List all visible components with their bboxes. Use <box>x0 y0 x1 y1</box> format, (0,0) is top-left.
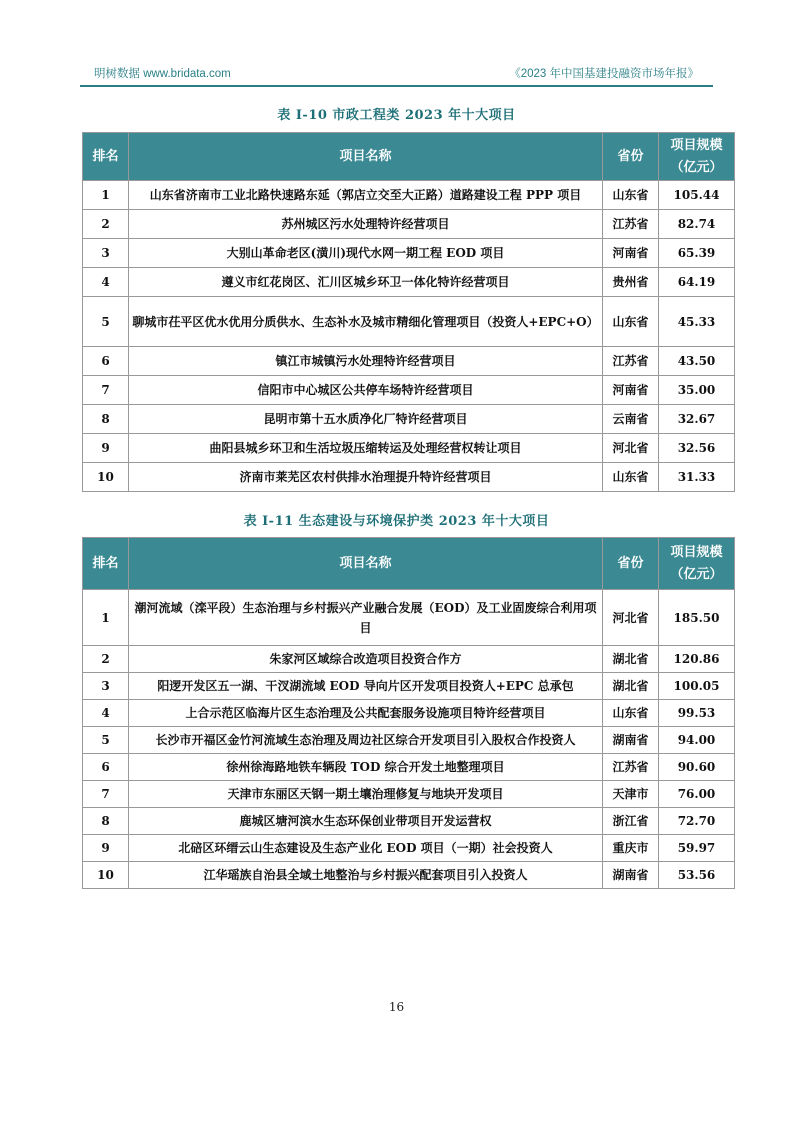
province-cell: 云南省 <box>603 405 659 434</box>
header-scale: 项目规模 （亿元） <box>659 538 735 590</box>
province-cell: 重庆市 <box>603 835 659 862</box>
table-row <box>83 210 735 239</box>
table-row <box>83 754 735 781</box>
project-name-cell: 阳逻开发区五一湖、干汊湖流域 EOD 导向片区开发项目投资人+EPC 总承包 <box>129 673 603 700</box>
table-row <box>83 297 735 347</box>
project-name-cell: 徐州徐海路地铁车辆段 TOD 综合开发土地整理项目 <box>129 754 603 781</box>
province-cell: 山东省 <box>603 463 659 492</box>
rank-cell: 6 <box>83 347 129 376</box>
project-name-cell: 山东省济南市工业北路快速路东延（郭店立交至大正路）道路建设工程 PPP 项目 <box>129 181 603 210</box>
province-cell: 山东省 <box>603 297 659 347</box>
header-project-name: 项目名称 <box>129 133 603 181</box>
province-cell: 河北省 <box>603 434 659 463</box>
province-cell: 湖北省 <box>603 646 659 673</box>
scale-cell: 76.00 <box>659 781 735 808</box>
header-rank: 排名 <box>83 538 129 590</box>
rank-cell: 9 <box>83 434 129 463</box>
province-cell: 湖南省 <box>603 862 659 889</box>
rank-cell: 2 <box>83 210 129 239</box>
header-project-name: 项目名称 <box>129 538 603 590</box>
header-rank: 排名 <box>83 133 129 181</box>
scale-cell: 72.70 <box>659 808 735 835</box>
scale-cell: 43.50 <box>659 347 735 376</box>
table1-caption: 表 I-10 市政工程类 2023 年十大项目 <box>277 108 516 123</box>
project-name-cell: 北碚区环缙云山生态建设及生态产业化 EOD 项目（一期）社会投资人 <box>129 835 603 862</box>
table-row <box>83 347 735 376</box>
table-row <box>83 808 735 835</box>
rank-cell: 3 <box>83 673 129 700</box>
scale-cell: 65.39 <box>659 239 735 268</box>
table-row <box>83 463 735 492</box>
scale-cell: 90.60 <box>659 754 735 781</box>
province-cell: 山东省 <box>603 181 659 210</box>
rank-cell: 7 <box>83 781 129 808</box>
project-name-cell: 江华瑶族自治县全域土地整治与乡村振兴配套项目引入投资人 <box>129 862 603 889</box>
province-cell: 河南省 <box>603 239 659 268</box>
province-cell: 湖北省 <box>603 673 659 700</box>
project-name-cell: 信阳市中心城区公共停车场特许经营项目 <box>129 376 603 405</box>
province-cell: 河北省 <box>603 590 659 646</box>
rank-cell: 7 <box>83 376 129 405</box>
project-name-cell: 济南市莱芜区农村供排水治理提升特许经营项目 <box>129 463 603 492</box>
project-name-cell: 朱家河区域综合改造项目投资合作方 <box>129 646 603 673</box>
table-row <box>83 862 735 889</box>
header-province: 省份 <box>603 133 659 181</box>
province-cell: 浙江省 <box>603 808 659 835</box>
table-row <box>83 405 735 434</box>
scale-cell: 105.44 <box>659 181 735 210</box>
scale-cell: 59.97 <box>659 835 735 862</box>
scale-cell: 32.67 <box>659 405 735 434</box>
scale-cell: 45.33 <box>659 297 735 347</box>
scale-cell: 64.19 <box>659 268 735 297</box>
table-row <box>83 239 735 268</box>
page-header <box>80 63 713 87</box>
scale-cell: 82.74 <box>659 210 735 239</box>
rank-cell: 1 <box>83 181 129 210</box>
table-row <box>83 590 735 646</box>
scale-cell: 94.00 <box>659 727 735 754</box>
project-name-cell: 潮河流域（滦平段）生态治理与乡村振兴产业融合发展（EOD）及工业固废综合利用项目 <box>129 590 603 646</box>
municipal-projects-table <box>82 132 735 492</box>
table-row <box>83 268 735 297</box>
table-row <box>83 181 735 210</box>
table2-body <box>83 590 735 889</box>
table-row <box>83 835 735 862</box>
rank-cell: 2 <box>83 646 129 673</box>
header-scale: 项目规模 （亿元） <box>659 133 735 181</box>
rank-cell: 4 <box>83 268 129 297</box>
project-name-cell: 镇江市城镇污水处理特许经营项目 <box>129 347 603 376</box>
province-cell: 河南省 <box>603 376 659 405</box>
table1-body <box>83 181 735 492</box>
province-cell: 江苏省 <box>603 347 659 376</box>
table-row <box>83 700 735 727</box>
rank-cell: 9 <box>83 835 129 862</box>
scale-cell: 185.50 <box>659 590 735 646</box>
rank-cell: 8 <box>83 808 129 835</box>
rank-cell: 10 <box>83 463 129 492</box>
table-row <box>83 727 735 754</box>
province-cell: 江苏省 <box>603 210 659 239</box>
project-name-cell: 苏州城区污水处理特许经营项目 <box>129 210 603 239</box>
table-row <box>83 646 735 673</box>
table-row <box>83 434 735 463</box>
province-cell: 贵州省 <box>603 268 659 297</box>
header-report-title: 《2023 年中国基建投融资市场年报》 <box>509 68 699 80</box>
project-name-cell: 昆明市第十五水质净化厂特许经营项目 <box>129 405 603 434</box>
table2-caption: 表 I-11 生态建设与环境保护类 2023 年十大项目 <box>243 514 550 529</box>
project-name-cell: 长沙市开福区金竹河流域生态治理及周边社区综合开发项目引入股权合作投资人 <box>129 727 603 754</box>
header-province: 省份 <box>603 538 659 590</box>
rank-cell: 6 <box>83 754 129 781</box>
province-cell: 湖南省 <box>603 727 659 754</box>
table-row <box>83 781 735 808</box>
rank-cell: 10 <box>83 862 129 889</box>
project-name-cell: 大别山革命老区(潢川)现代水网一期工程 EOD 项目 <box>129 239 603 268</box>
project-name-cell: 遵义市红花岗区、汇川区城乡环卫一体化特许经营项目 <box>129 268 603 297</box>
project-name-cell: 聊城市茌平区优水优用分质供水、生态补水及城市精细化管理项目（投资人+EPC+O） <box>129 297 603 347</box>
province-cell: 江苏省 <box>603 754 659 781</box>
rank-cell: 4 <box>83 700 129 727</box>
project-name-cell: 曲阳县城乡环卫和生活垃圾压缩转运及处理经营权转让项目 <box>129 434 603 463</box>
project-name-cell: 天津市东丽区天钢一期土壤治理修复与地块开发项目 <box>129 781 603 808</box>
province-cell: 天津市 <box>603 781 659 808</box>
scale-cell: 31.33 <box>659 463 735 492</box>
scale-cell: 32.56 <box>659 434 735 463</box>
scale-cell: 100.05 <box>659 673 735 700</box>
scale-cell: 53.56 <box>659 862 735 889</box>
scale-cell: 99.53 <box>659 700 735 727</box>
scale-cell: 120.86 <box>659 646 735 673</box>
rank-cell: 8 <box>83 405 129 434</box>
rank-cell: 3 <box>83 239 129 268</box>
project-name-cell: 上合示范区临海片区生态治理及公共配套服务设施项目特许经营项目 <box>129 700 603 727</box>
scale-cell: 35.00 <box>659 376 735 405</box>
project-name-cell: 鹿城区塘河滨水生态环保创业带项目开发运营权 <box>129 808 603 835</box>
rank-cell: 5 <box>83 297 129 347</box>
table-row <box>83 376 735 405</box>
rank-cell: 5 <box>83 727 129 754</box>
header-source: 明树数据 www.bridata.com <box>94 68 231 80</box>
page-number: 16 <box>388 1000 405 1014</box>
ecology-projects-table <box>82 537 735 889</box>
rank-cell: 1 <box>83 590 129 646</box>
province-cell: 山东省 <box>603 700 659 727</box>
table-row <box>83 673 735 700</box>
